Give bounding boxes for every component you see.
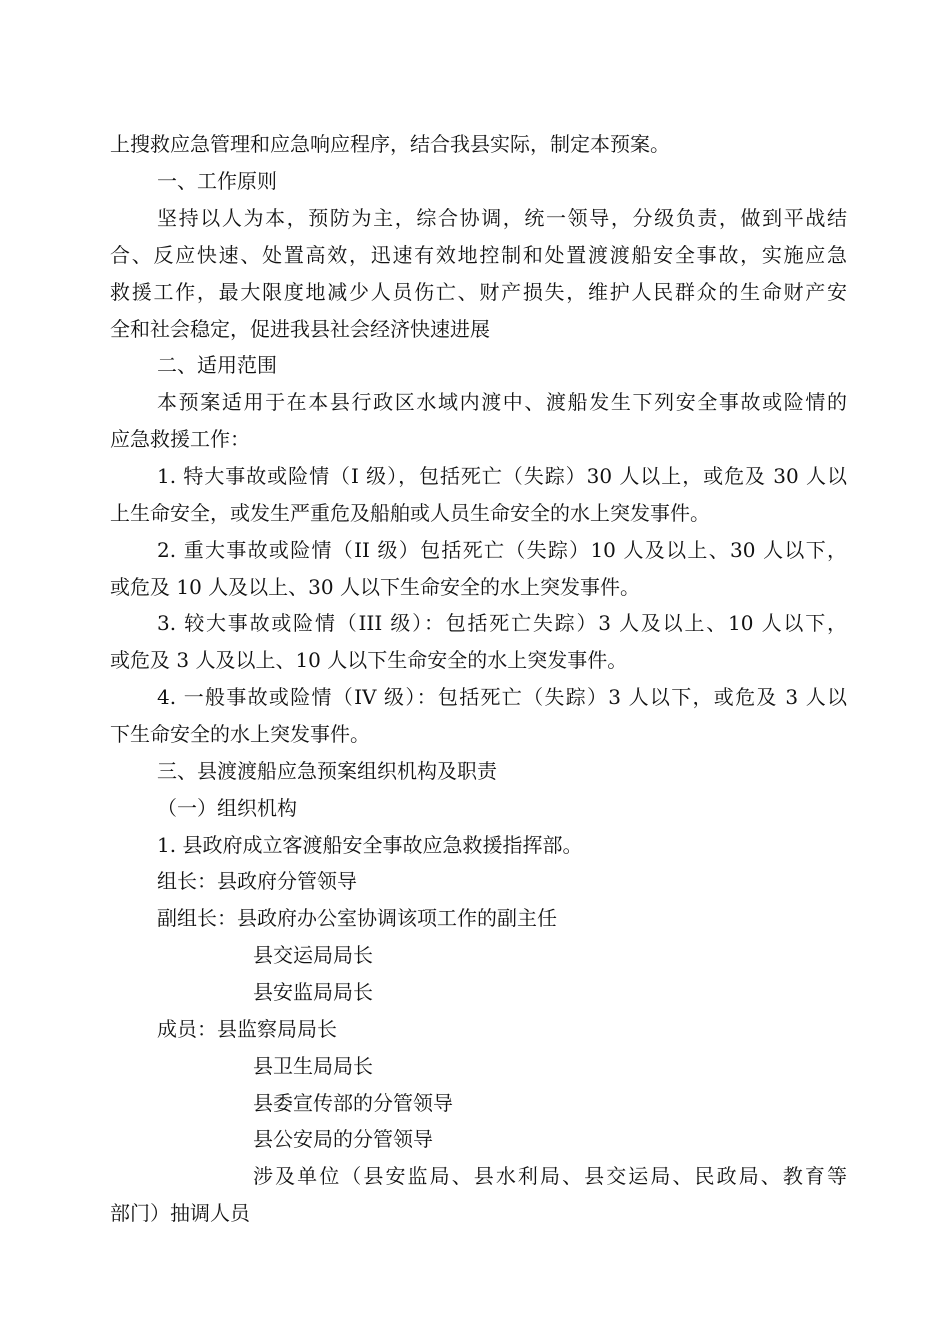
text-line: 县安监局局长 xyxy=(253,980,373,1004)
text-line: 县公安局的分管领导 xyxy=(253,1127,433,1151)
text-line: 下生命安全的水上突发事件。 xyxy=(110,722,370,746)
text-line: 本预案适用于在本县行政区水域内渡中、渡船发生下列安全事故或险情的 xyxy=(157,390,847,414)
list-item: 1. 县政府成立客渡船安全事故应急救援指挥部。 xyxy=(157,833,583,857)
section-heading: 一、工作原则 xyxy=(157,169,277,193)
text-line: 上生命安全，或发生严重危及船舶或人员生命安全的水上突发事件。 xyxy=(110,501,710,525)
text-line: 县卫生局局长 xyxy=(253,1054,373,1078)
subsection-heading: （一）组织机构 xyxy=(157,796,297,820)
text-line: 上搜救应急管理和应急响应程序，结合我县实际，制定本预案。 xyxy=(110,132,670,156)
text-line: 或危及 10 人及以上、30 人以下生命安全的水上突发事件。 xyxy=(110,575,640,599)
text-line: 县交运局局长 xyxy=(253,943,373,967)
section-heading: 三、县渡渡船应急预案组织机构及职责 xyxy=(157,759,497,783)
list-item: 3. 较大事故或险情（III 级）：包括死亡失踪）3 人及以上、10 人以下， xyxy=(157,611,847,635)
list-item: 2. 重大事故或险情（II 级）包括死亡（失踪）10 人及以上、30 人以下， xyxy=(157,538,847,562)
text-line: 合、反应快速、处置高效，迅速有效地控制和处置渡渡船安全事故，实施应急 xyxy=(110,243,847,267)
text-line: 成员：县监察局局长 xyxy=(157,1017,337,1041)
text-line: 或危及 3 人及以上、10 人以下生命安全的水上突发事件。 xyxy=(110,648,628,672)
list-item: 4. 一般事故或险情（IV 级）：包括死亡（失踪）3 人以下，或危及 3 人以 xyxy=(157,685,847,709)
text-line: 涉及单位（县安监局、县水利局、县交运局、民政局、教育等 xyxy=(253,1164,847,1188)
section-heading: 二、适用范围 xyxy=(157,353,277,377)
text-line: 应急救援工作： xyxy=(110,427,250,451)
text-line: 组长：县政府分管领导 xyxy=(157,869,357,893)
text-line: 县委宣传部的分管领导 xyxy=(253,1091,453,1115)
text-line: 部门）抽调人员 xyxy=(110,1201,250,1225)
text-line: 全和社会稳定，促进我县社会经济快速进展 xyxy=(110,317,490,341)
list-item: 1. 特大事故或险情（I 级），包括死亡（失踪）30 人以上，或危及 30 人以 xyxy=(157,464,847,488)
text-line: 副组长：县政府办公室协调该项工作的副主任 xyxy=(157,906,557,930)
text-line: 坚持以人为本，预防为主，综合协调，统一领导，分级负责，做到平战结 xyxy=(157,206,847,230)
text-line: 救援工作，最大限度地减少人员伤亡、财产损失，维护人民群众的生命财产安 xyxy=(110,280,847,304)
